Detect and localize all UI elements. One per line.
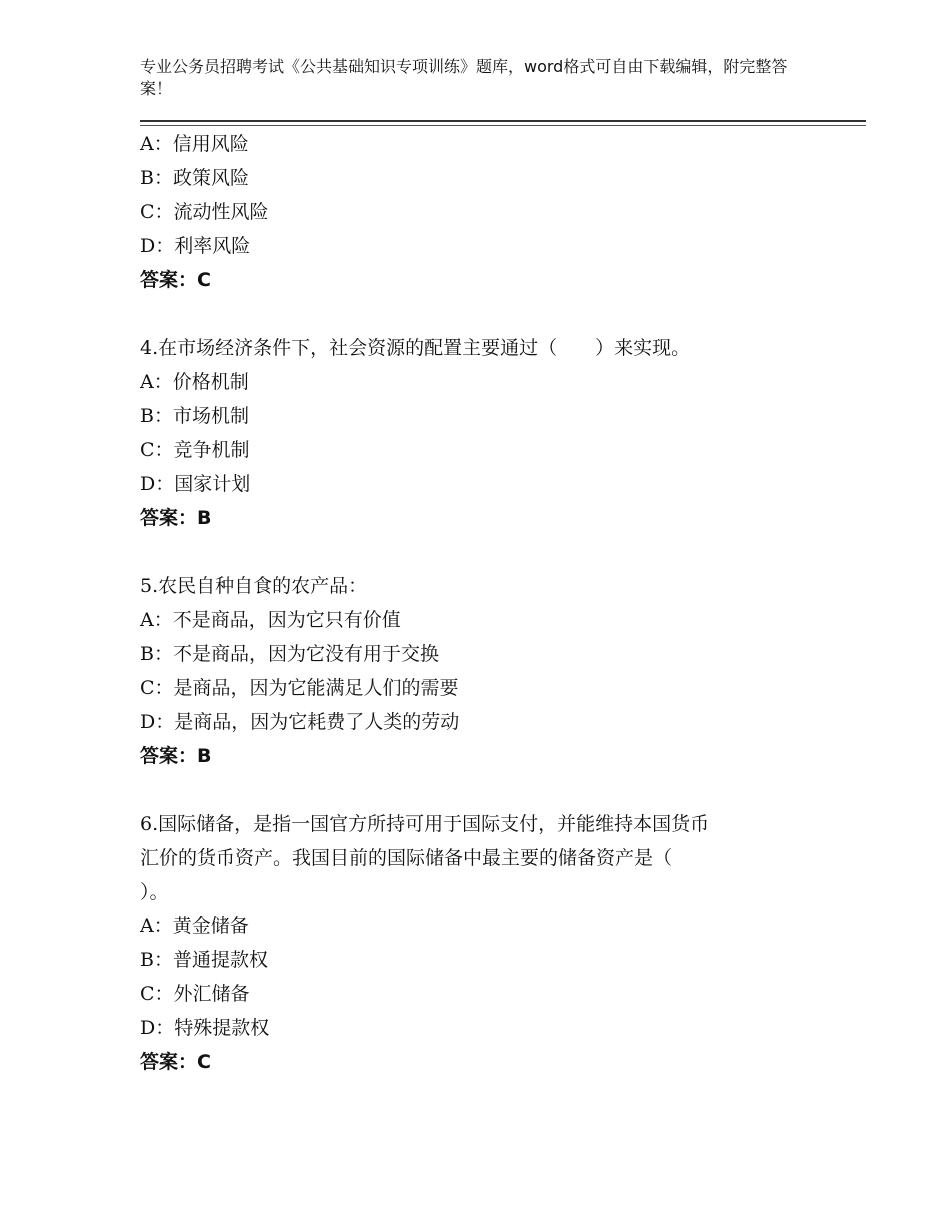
question-4 — [140, 331, 820, 535]
header-divider-thick — [140, 120, 866, 122]
option-a: A：不是商品，因为它只有价值 — [140, 609, 401, 631]
option-b: B：市场机制 — [140, 405, 249, 427]
option-d: D：利率风险 — [140, 235, 251, 257]
header-divider-thin — [140, 125, 866, 126]
question-3-continuation — [140, 127, 820, 297]
option-b: B：普通提款权 — [140, 949, 268, 971]
option-d: D：是商品，因为它耗费了人类的劳动 — [140, 711, 460, 733]
option-d: D：特殊提款权 — [140, 1017, 270, 1039]
answer-line: 答案：C — [140, 1051, 211, 1073]
question-stem: 5.农民自种自食的农产品： — [140, 575, 368, 597]
question-5 — [140, 569, 820, 773]
option-c: C：竞争机制 — [140, 439, 250, 461]
answer-line: 答案：B — [140, 745, 212, 767]
option-c: C：外汇储备 — [140, 983, 250, 1005]
option-a: A：价格机制 — [140, 371, 249, 393]
answer-line: 答案：B — [140, 507, 212, 529]
option-b: B：不是商品，因为它没有用于交换 — [140, 643, 439, 665]
question-stem-line-2: 汇价的货币资产。我国目前的国际储备中最主要的储备资产是（ — [140, 847, 673, 869]
option-c: C：是商品，因为它能满足人们的需要 — [140, 677, 459, 699]
option-c: C：流动性风险 — [140, 201, 269, 223]
question-6 — [140, 807, 820, 1079]
answer-line: 答案：C — [140, 269, 211, 291]
option-a: A：黄金储备 — [140, 915, 249, 937]
option-a: A：信用风险 — [140, 133, 249, 155]
option-b: B：政策风险 — [140, 167, 249, 189]
option-d: D：国家计划 — [140, 473, 251, 495]
question-stem: 4.在市场经济条件下，社会资源的配置主要通过（ ）来实现。 — [140, 337, 691, 359]
question-content — [140, 127, 820, 1079]
spacer — [140, 773, 820, 807]
spacer — [140, 535, 820, 569]
question-stem-line-1: 6.国际储备，是指一国官方所持可用于国际支付，并能维持本国货币 — [140, 813, 710, 835]
spacer — [140, 297, 820, 331]
question-stem-line-3: ）。 — [140, 881, 169, 903]
document-header: 专业公务员招聘考试《公共基础知识专项训练》题库，word格式可自由下载编辑，附完整答案！ — [140, 57, 788, 98]
